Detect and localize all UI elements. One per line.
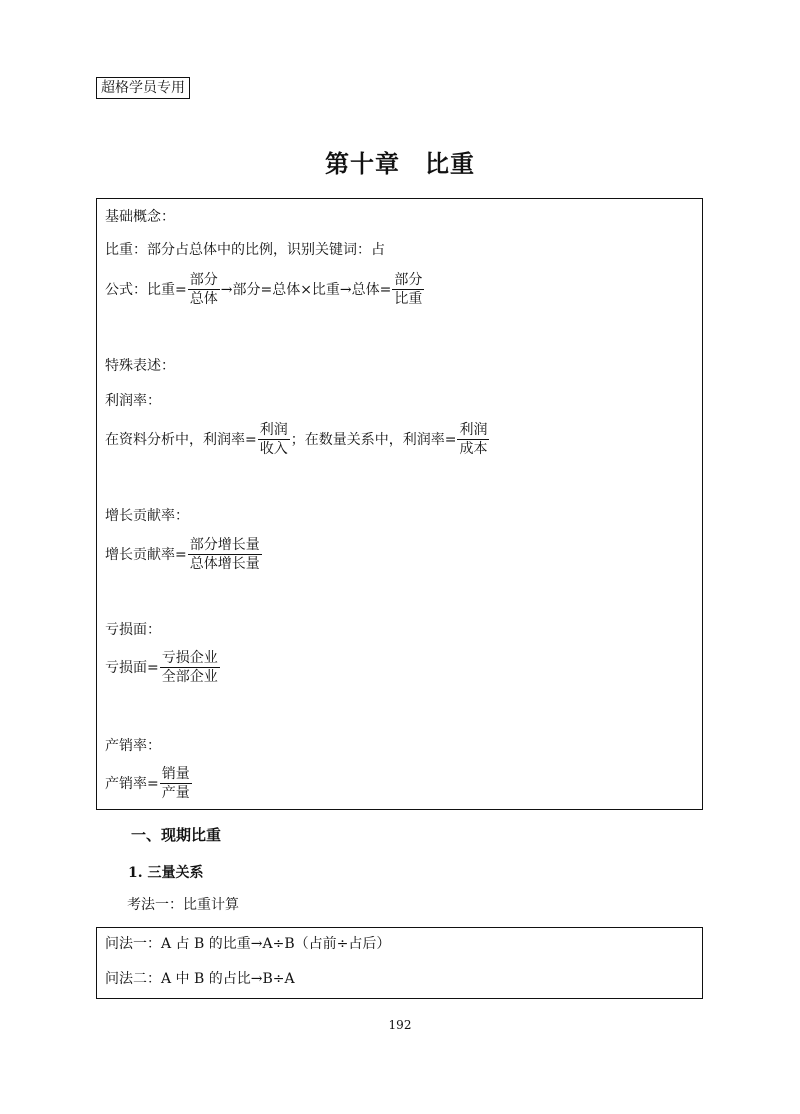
profit-prefix: 在资料分析中，利润率= <box>105 431 257 448</box>
profit-middle: ；在数量关系中，利润率= <box>290 431 457 448</box>
concept-box <box>96 198 703 810</box>
fraction-numerator: 利润 <box>459 422 488 438</box>
growth-contribution-formula <box>105 536 263 573</box>
fraction-denominator: 产量 <box>161 785 190 801</box>
growth-contribution-heading: 增长贡献率： <box>105 508 189 524</box>
fraction-part-over-total <box>188 271 220 308</box>
formula-middle: →部分=总体×比重→总体= <box>220 281 392 298</box>
method-heading: 考法一：比重计算 <box>127 897 239 913</box>
fraction-numerator: 部分增长量 <box>189 537 260 553</box>
student-only-badge: 超格学员专用 <box>96 77 190 99</box>
fraction-denominator: 全部企业 <box>161 669 218 685</box>
fraction-sales-ratio <box>160 765 192 802</box>
fraction-denominator: 收入 <box>259 441 288 457</box>
fraction-growth-contribution <box>188 536 262 573</box>
loss-ratio-heading: 亏损面： <box>105 622 161 638</box>
sales-ratio-formula <box>105 765 193 802</box>
fraction-numerator: 利润 <box>259 422 288 438</box>
profit-heading: 利润率： <box>105 393 161 409</box>
formula-prefix: 公式：比重= <box>105 281 187 298</box>
fraction-denominator: 总体增长量 <box>189 556 260 572</box>
fraction-profit-over-cost <box>457 421 489 458</box>
basic-concept-heading: 基础概念： <box>105 209 175 225</box>
question-line-2: 问法二：A 中 B 的占比→B÷A <box>105 971 295 987</box>
fraction-denominator: 比重 <box>394 291 423 307</box>
special-heading: 特殊表述： <box>105 358 175 374</box>
fraction-denominator: 成本 <box>459 441 488 457</box>
fraction-profit-over-revenue <box>258 421 290 458</box>
page-number: 192 <box>388 1018 412 1032</box>
fraction-denominator: 总体 <box>189 291 218 307</box>
fraction-numerator: 部分 <box>189 272 218 288</box>
definition-line: 比重：部分占总体中的比例，识别关键词：占 <box>105 242 385 258</box>
fraction-numerator: 销量 <box>161 766 190 782</box>
fraction-numerator: 部分 <box>394 272 423 288</box>
sales-ratio-heading: 产销率： <box>105 738 161 754</box>
growth-contribution-prefix: 增长贡献率= <box>105 546 187 563</box>
section-heading: 一、现期比重 <box>131 826 222 844</box>
chapter-title: 第十章 比重 <box>325 149 475 178</box>
fraction-part-over-ratio <box>392 271 424 308</box>
fraction-numerator: 亏损企业 <box>161 650 218 666</box>
sales-ratio-prefix: 产销率= <box>105 775 159 792</box>
formula-line <box>105 271 425 308</box>
fraction-loss-ratio <box>160 649 220 686</box>
question-box <box>96 927 703 999</box>
subsection-heading: 1. 三量关系 <box>128 865 204 881</box>
loss-ratio-formula <box>105 649 221 686</box>
loss-ratio-prefix: 亏损面= <box>105 659 159 676</box>
question-line-1: 问法一：A 占 B 的比重→A÷B（占前÷占后） <box>105 936 391 952</box>
profit-formula-line <box>105 421 490 458</box>
